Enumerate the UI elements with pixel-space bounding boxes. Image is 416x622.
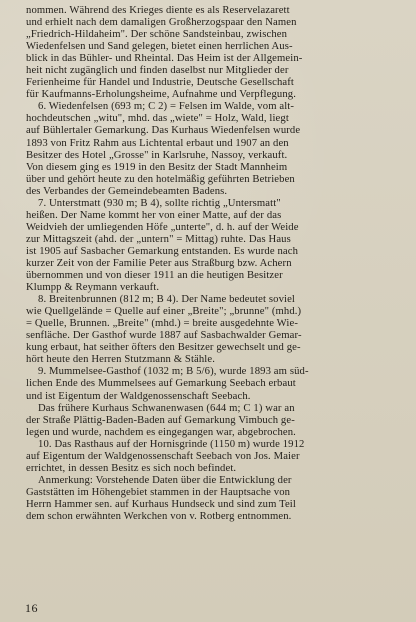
text-line-section-9-start: 9. Mummelsee-Gasthof (1032 m; B 5/6), wurde 1893 am süd- bbox=[38, 366, 309, 378]
text-line: kung erbaut, hat seither öfters den Besitzer gewechselt und ge- bbox=[26, 342, 301, 354]
text-line: dem schon erwähnten Werkchen von v. Rotberg entnommen. bbox=[26, 510, 292, 522]
text-line: heißen. Der Name kommt her von einer Matte, auf der das bbox=[26, 209, 282, 221]
text-line: auf Eigentum der Waldgenossenschaft Seebach von Jos. Maier bbox=[26, 450, 300, 462]
text-line: der Straße Plättig-Baden-Baden auf Gemarkung Vimbuch ge- bbox=[26, 414, 295, 426]
text-line: Besitzer des Hotel „Grosse" in Karlsruhe, Nassoy, verkauft. bbox=[26, 149, 288, 161]
page-number: 16 bbox=[25, 601, 38, 615]
text-line: 1893 von Fritz Rahm aus Lichtental erbaut und 1907 an den bbox=[26, 137, 289, 149]
text-line: Weidvieh der umliegenden Höfe „unterte", d. h. auf der Weide bbox=[26, 221, 299, 233]
text-line: für Kaufmanns-Erholungsheime, Aufnahme und Verpflegung. bbox=[26, 89, 296, 101]
text-line: = Quelle, Brunnen. „Breite" (mhd.) = breite ausgedehnte Wie- bbox=[26, 318, 298, 330]
text-line-section-10-start: 10. Das Rasthaus auf der Hornisgrinde (1150 m) wurde 1912 bbox=[38, 438, 305, 450]
text-line: auf Bühlertaler Gemarkung. Das Kurhaus Wiedenfelsen wurde bbox=[26, 125, 301, 137]
text-line-schwanenwasen-start: Das frühere Kurhaus Schwanenwasen (644 m; C 1) war an bbox=[38, 402, 295, 414]
text-line: des Verbandes der Gemeindebeamten Badens. bbox=[26, 185, 228, 197]
text-line-note-start: Anmerkung: Vorstehende Daten über die Entwicklung der bbox=[38, 474, 292, 486]
text-line: legen und wurde, nachdem es eingegangen war, abgebrochen. bbox=[26, 426, 296, 438]
text-line: zur Mittagszeit (ahd. der „untern" = Mittag) ruhte. Das Haus bbox=[26, 233, 291, 245]
text-line: lichen Ende des Mummelsees auf Gemarkung Seebach erbaut bbox=[26, 378, 296, 390]
text-line: Gaststätten im Höhengebiet stammen in der Hauptsache von bbox=[26, 486, 291, 498]
text-line: übernommen und von dieser 1911 an die heutigen Besitzer bbox=[26, 270, 283, 282]
text-line: hört heute den Herren Stutzmann & Stähle. bbox=[26, 354, 216, 366]
text-line: über und gehört heute zu den hotelmäßig geführten Betrieben bbox=[26, 173, 295, 185]
text-line: Ferienheime für Handel und Industrie, Deutsche Gesellschaft bbox=[26, 77, 294, 89]
text-line: ist 1905 auf Sasbacher Gemarkung entstanden. Es wurde nach bbox=[26, 245, 299, 257]
text-line: „Friedrich-Hildaheim". Der schöne Sandsteinbau, zwischen bbox=[26, 29, 288, 41]
text-line: errichtet, in dessen Besitz es sich noch befindet. bbox=[26, 462, 237, 474]
text-line: Klumpp & Reymann verkauft. bbox=[26, 282, 160, 294]
text-line: hochdeutschen „witu", mhd. das „wiete" = Holz, Wald, liegt bbox=[26, 113, 289, 125]
text-line-section-8-start: 8. Breitenbrunnen (812 m; B 4). Der Name bedeutet soviel bbox=[38, 294, 296, 306]
body-text bbox=[26, 5, 399, 523]
text-line: und ist Eigentum der Waldgenossenschaft Seebach. bbox=[26, 390, 251, 402]
text-line-section-7-start: 7. Unterstmatt (930 m; B 4), sollte richtig „Untersmatt" bbox=[38, 197, 281, 209]
text-line: Von diesem ging es 1919 in den Besitz der Stadt Mannheim bbox=[26, 161, 288, 173]
text-line: heit nicht zugänglich und finden daselbst nur Mitglieder der bbox=[26, 65, 289, 77]
text-line: wie Quellgelände = Quelle auf einer „Breite"; „brunne" (mhd.) bbox=[26, 306, 302, 318]
text-line: Wiedenfelsen und Sand gelegen, bietet einen herrlichen Aus- bbox=[26, 41, 293, 53]
text-line: und erhielt nach dem damaligen Großherzogspaar den Namen bbox=[26, 17, 297, 29]
text-line: kurzer Zeit von der Familie Peter aus Straßburg bzw. Achern bbox=[26, 257, 292, 269]
text-line-section-6-start: 6. Wiedenfelsen (693 m; C 2) = Felsen im Walde, vom alt- bbox=[38, 101, 295, 113]
text-line: blick in das Bühler- und Rheintal. Das Heim ist der Allgemein- bbox=[26, 53, 303, 65]
text-line: nommen. Während des Krieges diente es als Reservelazarett bbox=[26, 5, 290, 16]
text-line: senfläche. Der Gasthof wurde 1887 auf Sasbachwalder Gemar- bbox=[26, 330, 302, 342]
text-line: Herrn Hammer sen. auf Kurhaus Hundseck und sind zum Teil bbox=[26, 498, 296, 510]
